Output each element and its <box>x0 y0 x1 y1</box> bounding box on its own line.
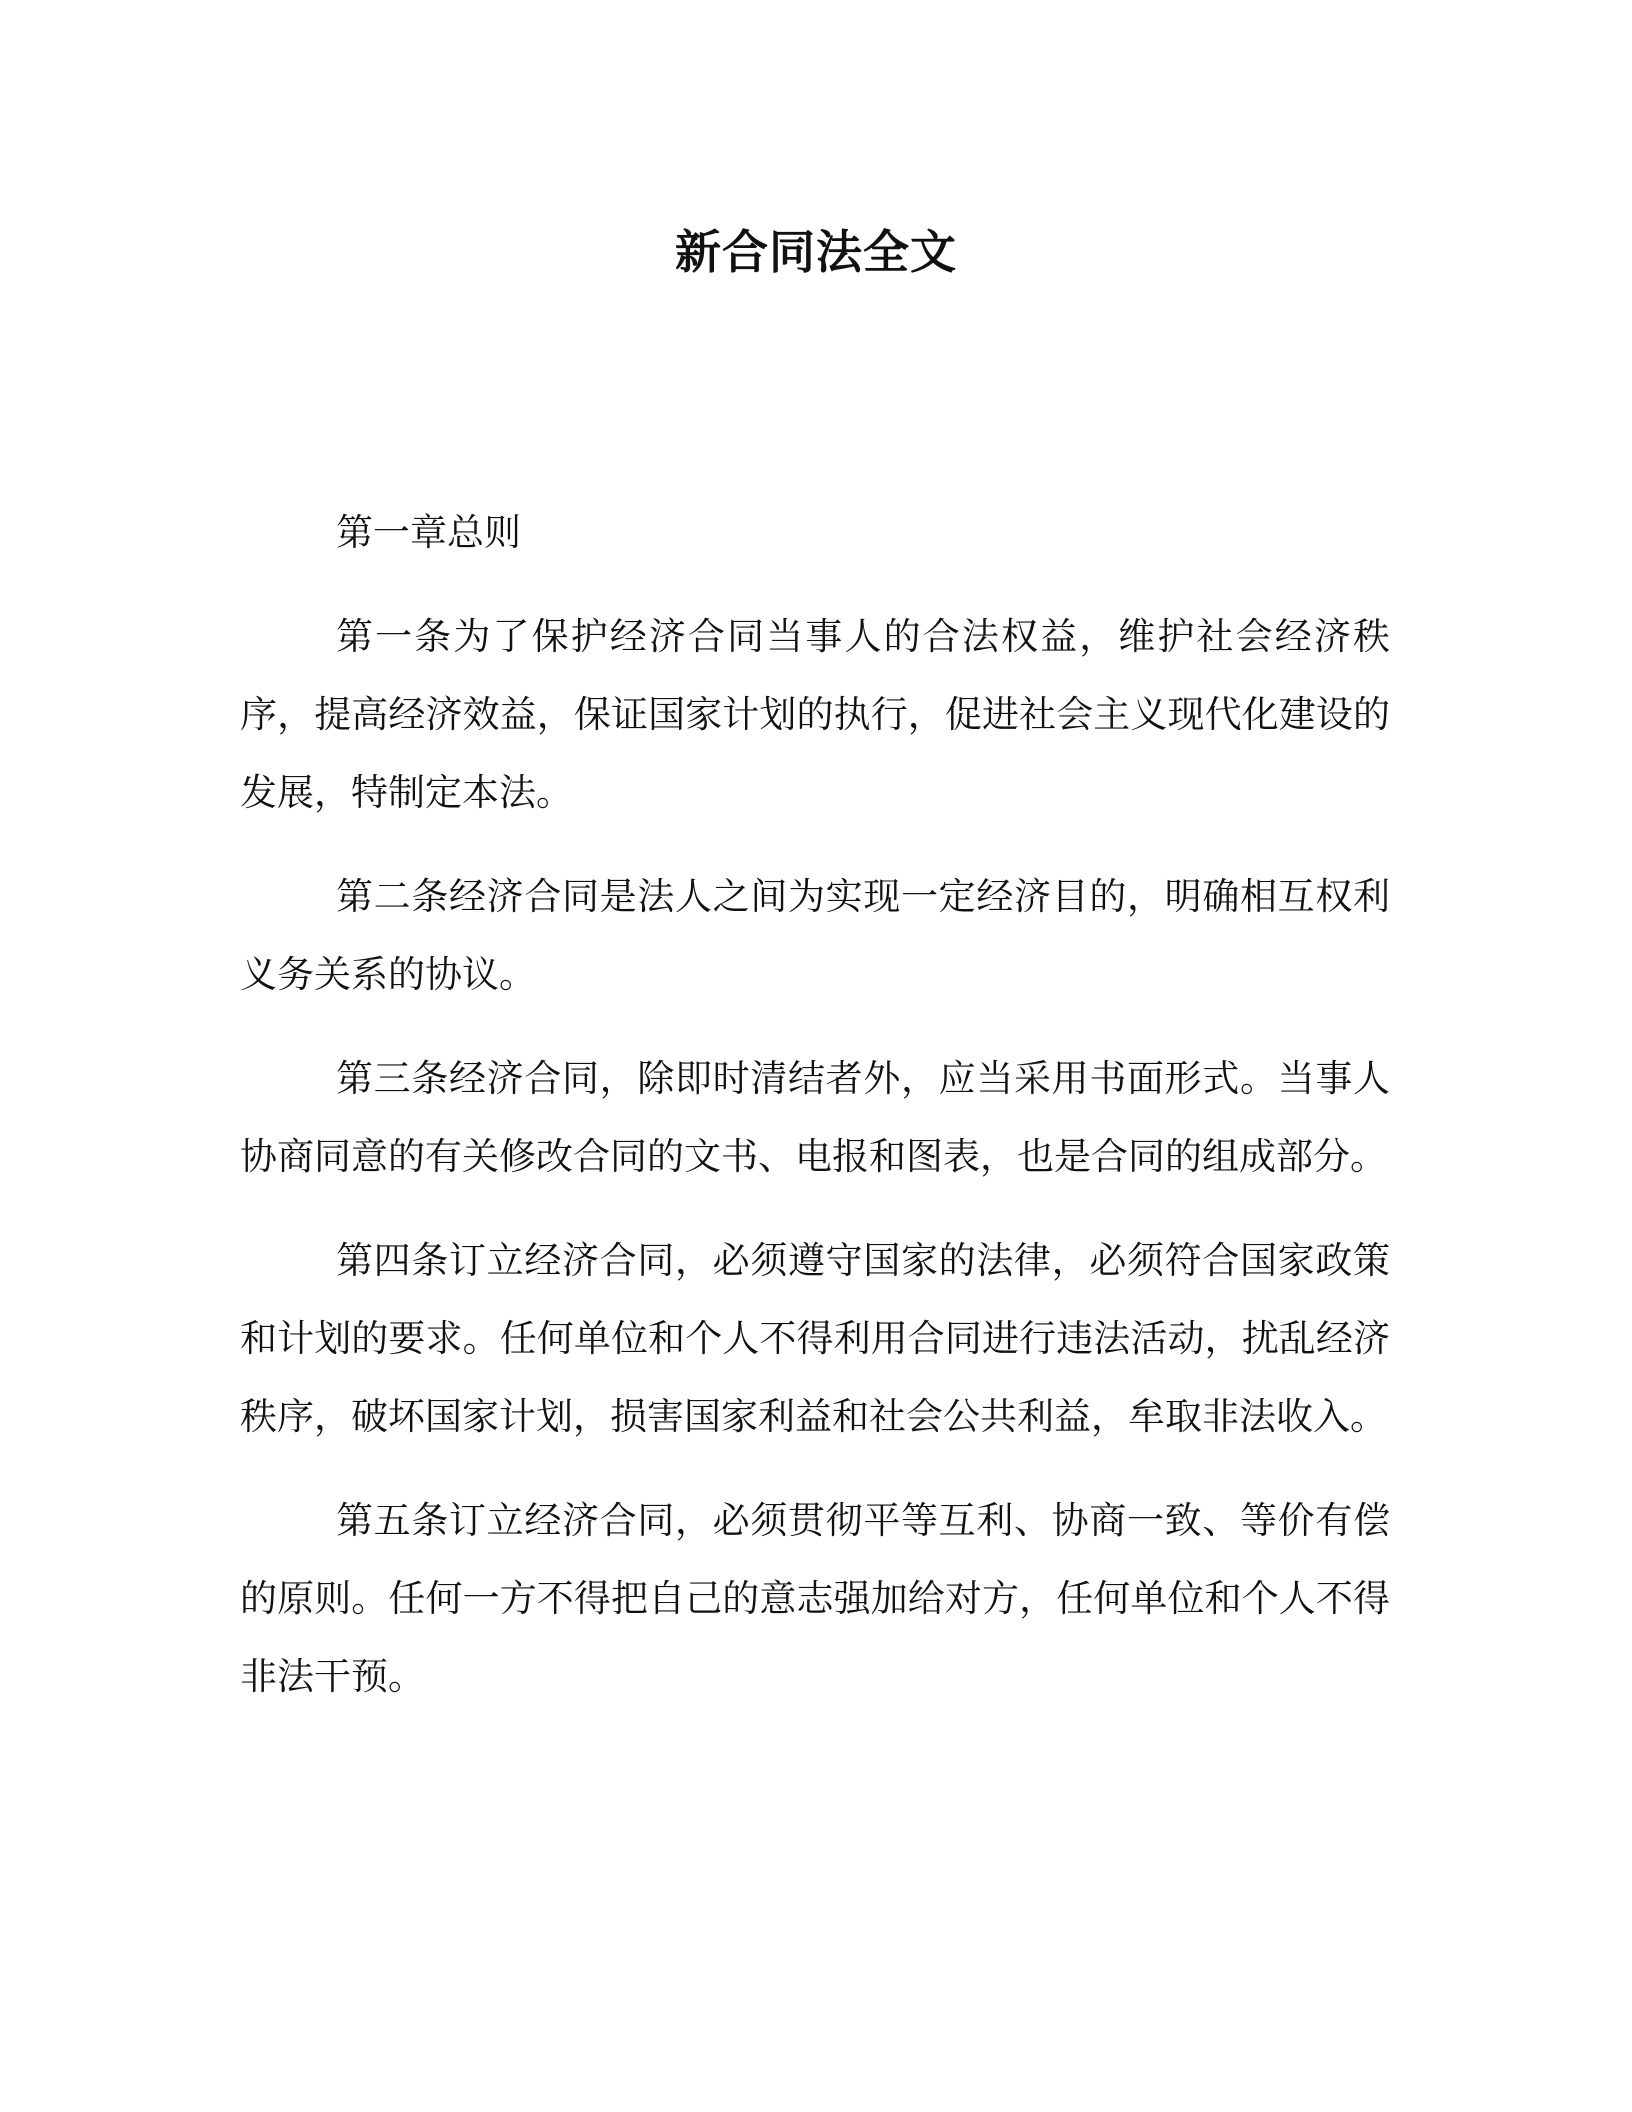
article-1: 第一条为了保护经济合同当事人的合法权益，维护社会经济秩序，提高经济效益，保证国家计划的执行，促进社会主义现代化建设的发展，特制定本法。 <box>240 615 1390 814</box>
document-title: 新合同法全文 <box>675 225 957 279</box>
article-4: 第四条订立经济合同，必须遵守国家的法律，必须符合国家政策和计划的要求。任何单位和个人不得利用合同进行违法活动，扰乱经济秩序，破坏国家计划，损害国家利益和社会公共利益，牟取非法收入。 <box>240 1239 1390 1438</box>
article-3: 第三条经济合同，除即时清结者外，应当采用书面形式。当事人协商同意的有关修改合同的文书、电报和图表，也是合同的组成部分。 <box>240 1057 1390 1178</box>
document-body <box>240 494 1390 1742</box>
chapter-heading: 第一章总则 <box>336 511 521 554</box>
article-5: 第五条订立经济合同，必须贯彻平等互利、协商一致、等价有偿的原则。任何一方不得把自己的意志强加给对方，任何单位和个人不得非法干预。 <box>240 1499 1390 1698</box>
article-2: 第二条经济合同是法人之间为实现一定经济目的，明确相互权利义务关系的协议。 <box>240 875 1390 996</box>
